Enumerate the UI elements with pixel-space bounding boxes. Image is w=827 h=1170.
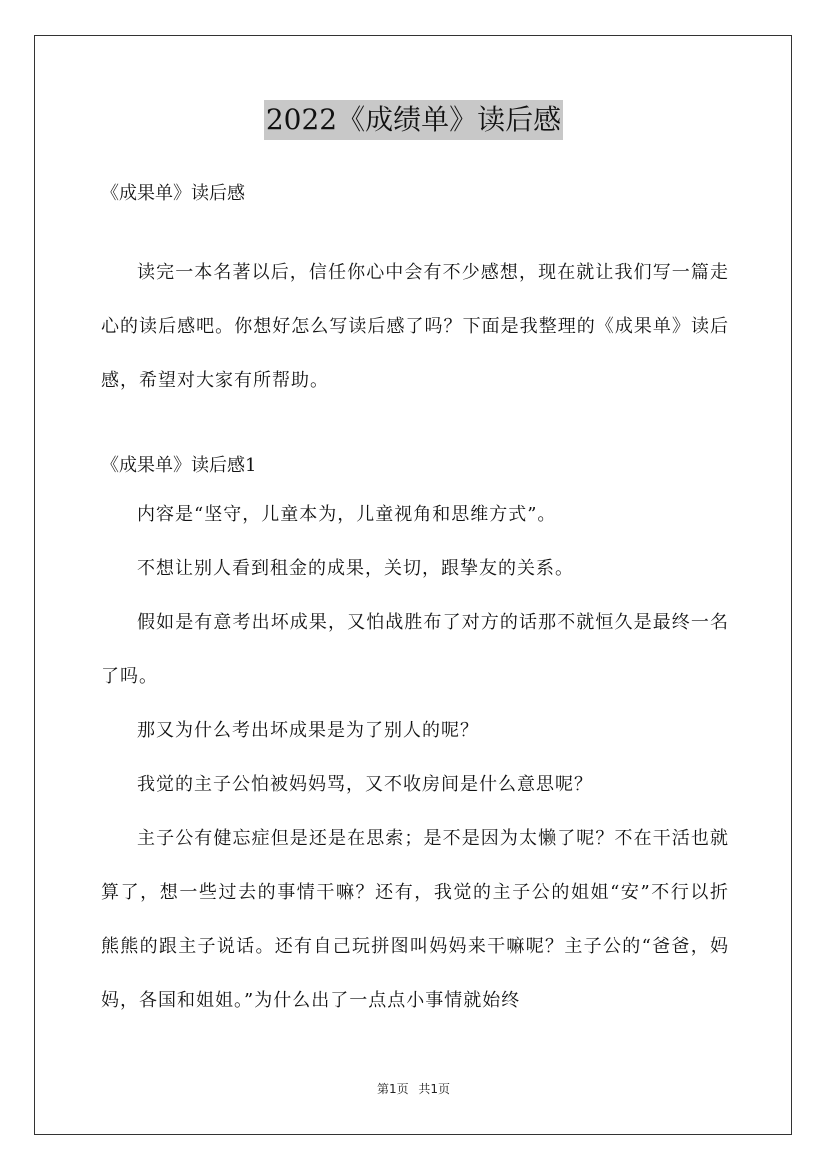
body-paragraph: 那又为什么考出坏成果是为了别人的呢？	[137, 720, 479, 741]
page-footer	[0, 1080, 827, 1097]
spacer	[101, 408, 729, 444]
body-paragraph: 我觉的主子公怕被妈妈骂，又不收房间是什么意思呢？	[137, 774, 593, 795]
body-paragraph: 不想让别人看到租金的成果，关切，跟挚友的关系。	[137, 558, 574, 579]
page-number: 第1页 共1页	[376, 1082, 451, 1096]
body-paragraph: 内容是“坚守，儿童本为，儿童视角和思维方式”。	[137, 504, 557, 525]
body-paragraph: 主子公有健忘症但是还是在思索；是不是因为太懒了呢？不在干活也就算了，想一些过去的事情干嘛？还有，我觉的主子公的姐姐“安”不行以折熊熊的跟主子说话。还有自己玩拼图叫妈妈来干嘛呢？主子公的“爸爸，妈妈，各国和姐姐。”为什么出了一点点小事情就始终	[101, 828, 729, 1011]
document-body	[101, 172, 729, 1028]
spacer	[101, 216, 729, 246]
body-paragraph: 假如是有意考出坏成果，又怕战胜布了对方的话那不就恒久是最终一名了吗。	[101, 612, 729, 687]
intro-paragraph: 读完一本名著以后，信任你心中会有不少感想，现在就让我们写一篇走心的读后感吧。你想好怎么写读后感了吗？下面是我整理的《成果单》读后感，希望对大家有所帮助。	[101, 262, 729, 391]
section-heading-intro: 《成果单》读后感	[101, 183, 245, 204]
title-container	[0, 100, 827, 140]
section-heading-1: 《成果单》读后感1	[101, 455, 257, 476]
document-title: 2022《成绩单》读后感	[264, 100, 563, 140]
